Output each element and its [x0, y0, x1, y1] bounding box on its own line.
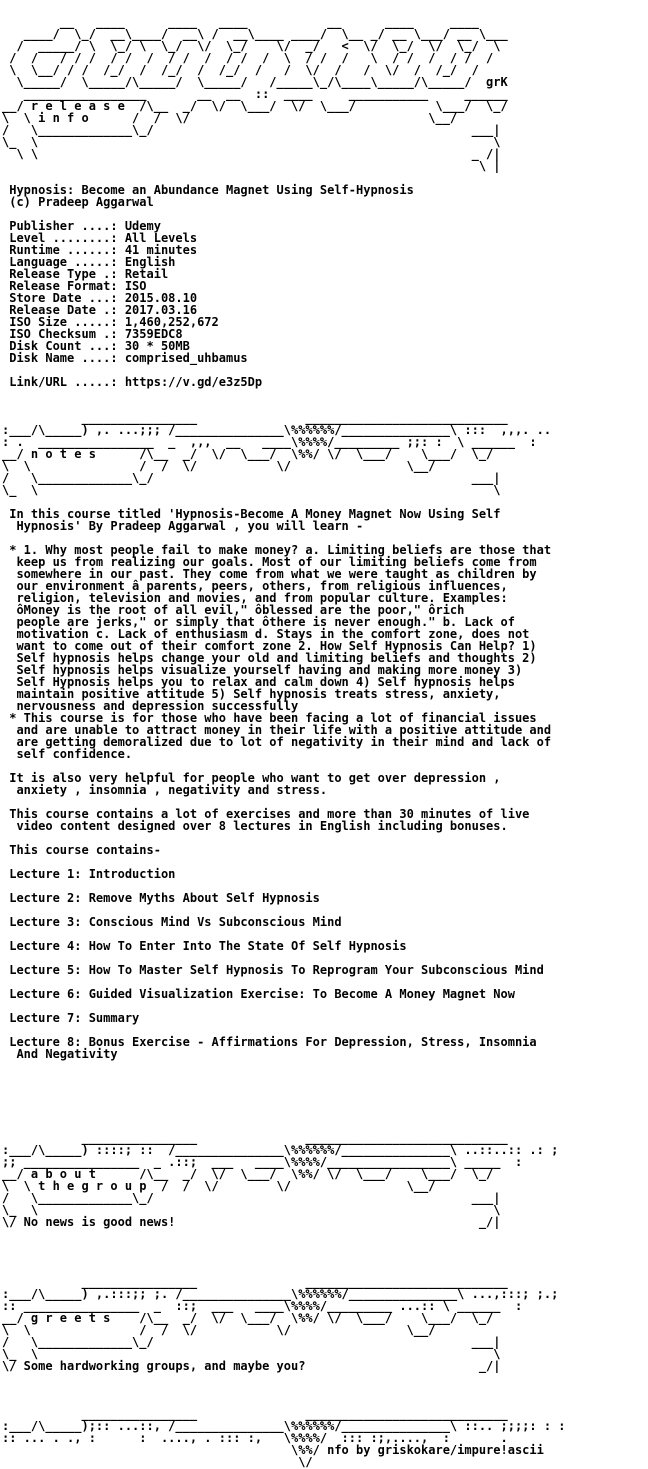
nfo-line: ________________ ____________________________	[2, 1275, 508, 1289]
nfo-line: Release Format: ISO	[2, 279, 147, 293]
nfo-line: \_ \ \	[2, 1203, 501, 1217]
nfo-line: / \_____________\_/ ___|	[2, 1335, 501, 1349]
nfo-line: Lecture 4: How To Enter Into The State Of Self Hypnosis	[2, 939, 407, 953]
nfo-line: * This course is for those who have been facing a lot of financial issues	[2, 711, 537, 725]
nfo-line: ;; ________________ _ .::; ___ ____\%%%%/_________________\ _____ :	[2, 1155, 523, 1169]
nfo-line: Self Hypnosis helps you to relax and calm down 4) Self hypnosis helps	[2, 675, 515, 689]
nfo-line: nervousness and depression successfully	[2, 699, 299, 713]
nfo-line: ôMoney is the root of all evil," ôblessed are the poor," ôrich	[2, 603, 465, 617]
nfo-line: our environment â parents, peers, others, from religious influences,	[2, 579, 508, 593]
nfo-line: And Negativity	[2, 1047, 118, 1061]
nfo-line: Hypnosis' By Pradeep Aggarwal , you will learn -	[2, 519, 364, 533]
nfo-line	[2, 1228, 648, 1240]
nfo-line: : . ________________ _ ,,, __ ____\%%%%/_________ ;;: : \ ______ :	[2, 435, 537, 449]
nfo-line: :: ________________ _ ::; ___ ____\%%%%/_________ ...:: \ ______ :	[2, 1299, 523, 1313]
nfo-line: ISO Size .....: 1,460,252,672	[2, 315, 219, 329]
nfo-line: Runtime ......: 41 minutes	[2, 243, 198, 257]
nfo-line: Lecture 5: How To Master Self Hypnosis To Reprogram Your Subconscious Mind	[2, 963, 544, 977]
nfo-line: _________________ __ __ :: ____ ___________ ______	[2, 87, 508, 101]
nfo-line: \%%/ nfo by griskokare/impure!ascii	[2, 1443, 544, 1457]
nfo-line: \_ \ \	[2, 483, 501, 497]
nfo-line: / \_____________\_/ ___|	[2, 1191, 501, 1205]
nfo-line: (c) Pradeep Aggarwal	[2, 195, 154, 209]
nfo-line: __/ r e l e a s e /\__ _/ \/ \___/ \/ \___/ \___/ \_/	[2, 99, 508, 113]
nfo-line: \ |	[2, 159, 501, 173]
nfo-line: \ \ i n f o / / \/ \__/	[2, 111, 501, 125]
nfo-line: This course contains-	[2, 843, 161, 857]
nfo-line: Level ........: All Levels	[2, 231, 198, 245]
nfo-line: \/ No news is good news! _/|	[2, 1215, 501, 1229]
nfo-line: / _____/ \ \_/ \ \_/ \/ \_/ \/ _/ < \/ \_/ \/ \_/ \	[2, 39, 501, 53]
nfo-line: Self hypnosis helps change your old and limiting beliefs and thoughts 2)	[2, 651, 537, 665]
nfo-line: :___/\_____) ::::; :: /_______________\%%%%%%/_______________\ ..::..:: .: ;	[2, 1143, 559, 1157]
nfo-line: It is also very helpful for people who want to get over depression ,	[2, 771, 501, 785]
nfo-line: :___/\_____);:: ...::, /_______________\%%%%%%/_______________\ ::.. ;;;;: : :	[2, 1419, 566, 1433]
nfo-line: Link/URL .....: https://v.gd/e3z5Dp	[2, 375, 263, 389]
nfo-line: religion, television and movies, and from popular culture. Examples:	[2, 591, 508, 605]
nfo-line: Store Date ...: 2015.08.10	[2, 291, 198, 305]
nfo-line: :: ... . ., : : ...., . ::: :, \%%%%/ ::: :;,...., : .	[2, 1431, 508, 1445]
nfo-line: Hypnosis: Become an Abundance Magnet Using Self-Hypnosis	[2, 183, 414, 197]
nfo-line: Lecture 1: Introduction	[2, 867, 176, 881]
nfo-line: Disk Count ...: 30 * 50MB	[2, 339, 190, 353]
nfo-line	[2, 1060, 648, 1072]
nfo-line: \_ \ \	[2, 135, 501, 149]
nfo-line: Lecture 8: Bonus Exercise - Affirmations For Depression, Stress, Insomnia	[2, 1035, 537, 1049]
nfo-line: \_____/ \_____/\_____/ \_____/ /_____\_/\____\_____/\_____/ grK	[2, 75, 508, 89]
nfo-line: Lecture 3: Conscious Mind Vs Subconscious Mind	[2, 915, 342, 929]
nfo-line: Release Type .: Retail	[2, 267, 169, 281]
nfo-line: \/ Some hardworking groups, and maybe you? _/|	[2, 1359, 501, 1373]
nfo-line	[2, 1072, 648, 1084]
nfo-line: are getting demoralized due to lot of negativity in their mind and lack of	[2, 735, 552, 749]
nfo-line: Release Date .: 2017.03.16	[2, 303, 198, 317]
nfo-line: / \_____________\_/ ___|	[2, 471, 501, 485]
nfo-line: \ \ / / \/ \/ \__/	[2, 1323, 479, 1337]
nfo-line: / / / / / / / / / / / / / / \ / / / \ / / / / / /	[2, 51, 494, 65]
nfo-line: anxiety , insomnia , negativity and stress.	[2, 783, 328, 797]
nfo-line	[2, 1240, 648, 1252]
nfo-line: \/	[2, 1455, 313, 1469]
nfo-line: __/ g r e e t s /\__ _/ \/ \___/ \%%/ \/ \___/ \___/ \_/	[2, 1311, 494, 1325]
nfo-line: maintain positive attitude 5) Self hypnosis treats stress, anxiety,	[2, 687, 501, 701]
nfo-line: __/ a b o u t /\__ _/ \/ \___/ \%%/ \/ \___/ \___/ \_/	[2, 1167, 494, 1181]
nfo-line: ________________ ____________________________	[2, 1131, 508, 1145]
nfo-line	[2, 1372, 648, 1384]
nfo-line: :___/\_____) ,. ...;;; /_______________\%%%%%%/_______________\ ::: ,,,. ..	[2, 423, 552, 437]
nfo-line: motivation c. Lack of enthusiasm d. Stays in the comfort zone, does not	[2, 627, 530, 641]
nfo-line	[2, 1384, 648, 1396]
nfo-line: Lecture 6: Guided Visualization Exercise: To Become A Money Magnet Now	[2, 987, 515, 1001]
nfo-line: ISO Checksum .: 7359EDC8	[2, 327, 183, 341]
nfo-line: This course contains a lot of exercises and more than 30 minutes of live	[2, 807, 530, 821]
nfo-line	[2, 1252, 648, 1264]
nfo-line: Lecture 2: Remove Myths About Self Hypnosis	[2, 891, 320, 905]
nfo-line: want to come out of their comfort zone 2. How Self Hypnosis Can Help? 1)	[2, 639, 537, 653]
nfo-line: __ ____ ____ ____ __ ____ ____	[2, 15, 494, 29]
nfo-line: Language .....: English	[2, 255, 176, 269]
nfo-line: Self hypnosis helps visualize yourself having and making more money 3)	[2, 663, 523, 677]
nfo-line: somewhere in our past. They come from what we were taught as children by	[2, 567, 537, 581]
nfo-line: * 1. Why most people fail to make money? a. Limiting beliefs are those that	[2, 543, 552, 557]
nfo-line: Lecture 7: Summary	[2, 1011, 140, 1025]
nfo-line	[2, 388, 648, 400]
nfo-line: \ \__/ / / /_/ / /_/ / /_/ / / \/ / / \/ / /_/ /	[2, 63, 487, 77]
nfo-line: Disk Name ....: comprised_uhbamus	[2, 351, 248, 365]
nfo-line: and are unable to attract money in their life with a positive attitude and	[2, 723, 552, 737]
nfo-line: self confidence.	[2, 747, 133, 761]
nfo-line: __/ n o t e s /\__ _/ \/ \___/ \%%/ \/ \___/ \___/ \_/	[2, 447, 494, 461]
nfo-line: / \_____________\_/ ___|	[2, 123, 501, 137]
nfo-line: video content designed over 8 lectures in English including bonuses.	[2, 819, 508, 833]
nfo-line: \ \ _ /|	[2, 147, 501, 161]
nfo-line: :___/\_____) ,.:::;; ;. /_______________\%%%%%%/_______________\ ...,:::; ;.;	[2, 1287, 559, 1301]
nfo-line: \ \ t h e g r o u p / / \/ \/ \__/	[2, 1179, 479, 1193]
nfo-line: Publisher ....: Udemy	[2, 219, 161, 233]
nfo-line	[2, 1108, 648, 1120]
nfo-line: \ \ / / \/ \/ \__/	[2, 459, 479, 473]
nfo-line: people are jerks," or simply that ôthere is never enough." b. Lack of	[2, 615, 515, 629]
nfo-line: ________________ ____________________________	[2, 411, 508, 425]
nfo-line: ________________ ____________________________	[2, 1407, 508, 1421]
nfo-line: ____/ \_/ __\____/ __\ / __\____ ____/ \__ _/ __ \___/ __ \___	[2, 27, 508, 41]
nfo-line: \_ \ \	[2, 1347, 501, 1361]
nfo-line	[2, 1084, 648, 1096]
nfo-line: In this course titled 'Hypnosis-Become A Money Magnet Now Using Self	[2, 507, 501, 521]
nfo-line: keep us from realizing our goals. Most of our limiting beliefs come from	[2, 555, 537, 569]
nfo-line	[2, 1096, 648, 1108]
